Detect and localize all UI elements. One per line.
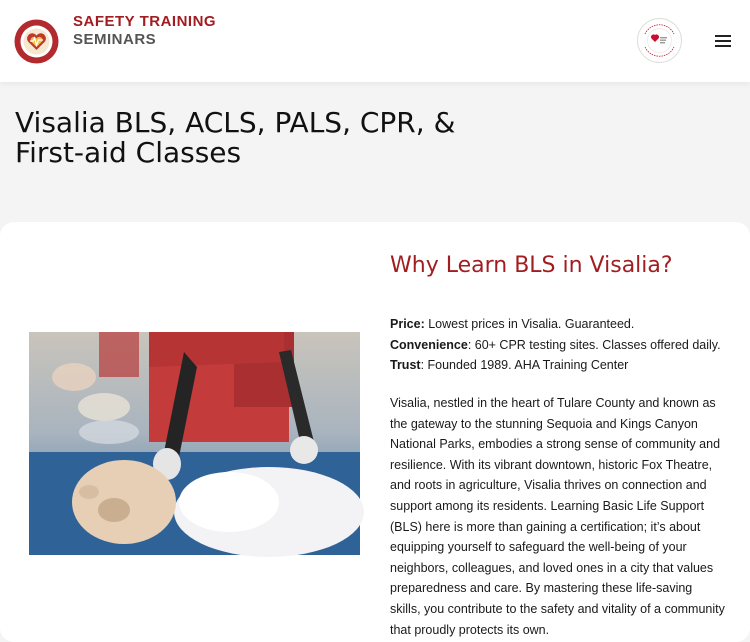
safety-training-logo[interactable] bbox=[14, 19, 59, 64]
heart-logo-icon bbox=[14, 19, 59, 64]
section-heading: Why Learn BLS in Visalia? bbox=[390, 253, 673, 278]
brand-name-line1[interactable]: SAFETY TRAINING bbox=[73, 13, 217, 30]
page-title-line2: First-aid Classes bbox=[15, 136, 242, 169]
cpr-training-image bbox=[29, 332, 360, 555]
fact-trust: Trust: Founded 1989. AHA Training Center bbox=[390, 358, 629, 372]
visalia-description: Visalia, nestled in the heart of Tulare County and known as the gateway to the stunning Sequoia and Kings Canyon National Parks, embodies a strong sense of community and resilience. With its vibrant downtown, historic Fox Theatre, and roots in agriculture, Visalia thrives on connection and support among its residents. Learning Basic Life Support (BLS) here is more than gaining a certification; it’s about equipping yourself to safeguard the well-being of your neighbors, colleagues, and loved ones in a city that values preparedness and care. By mastering these life-saving skills, you contribute to the safety and vitality of a community that proudly protects its own. bbox=[390, 396, 725, 637]
key-facts-list bbox=[390, 314, 730, 376]
aha-heart-icon bbox=[637, 18, 682, 63]
hamburger-menu-button[interactable] bbox=[708, 28, 738, 54]
brand-name-line2[interactable]: SEMINARS bbox=[73, 31, 157, 48]
fact-convenience: Convenience: 60+ CPR testing sites. Classes offered daily. bbox=[390, 337, 721, 352]
page-title-line1: Visalia BLS, ACLS, PALS, CPR, & bbox=[15, 106, 456, 139]
hamburger-icon bbox=[715, 35, 731, 37]
site-header bbox=[0, 0, 750, 82]
authorized-training-center-badge bbox=[637, 18, 682, 63]
cpr-manikin-illustration bbox=[29, 332, 360, 555]
fact-price: Price: Lowest prices in Visalia. Guaranteed. bbox=[390, 317, 635, 331]
page-title bbox=[15, 108, 615, 168]
